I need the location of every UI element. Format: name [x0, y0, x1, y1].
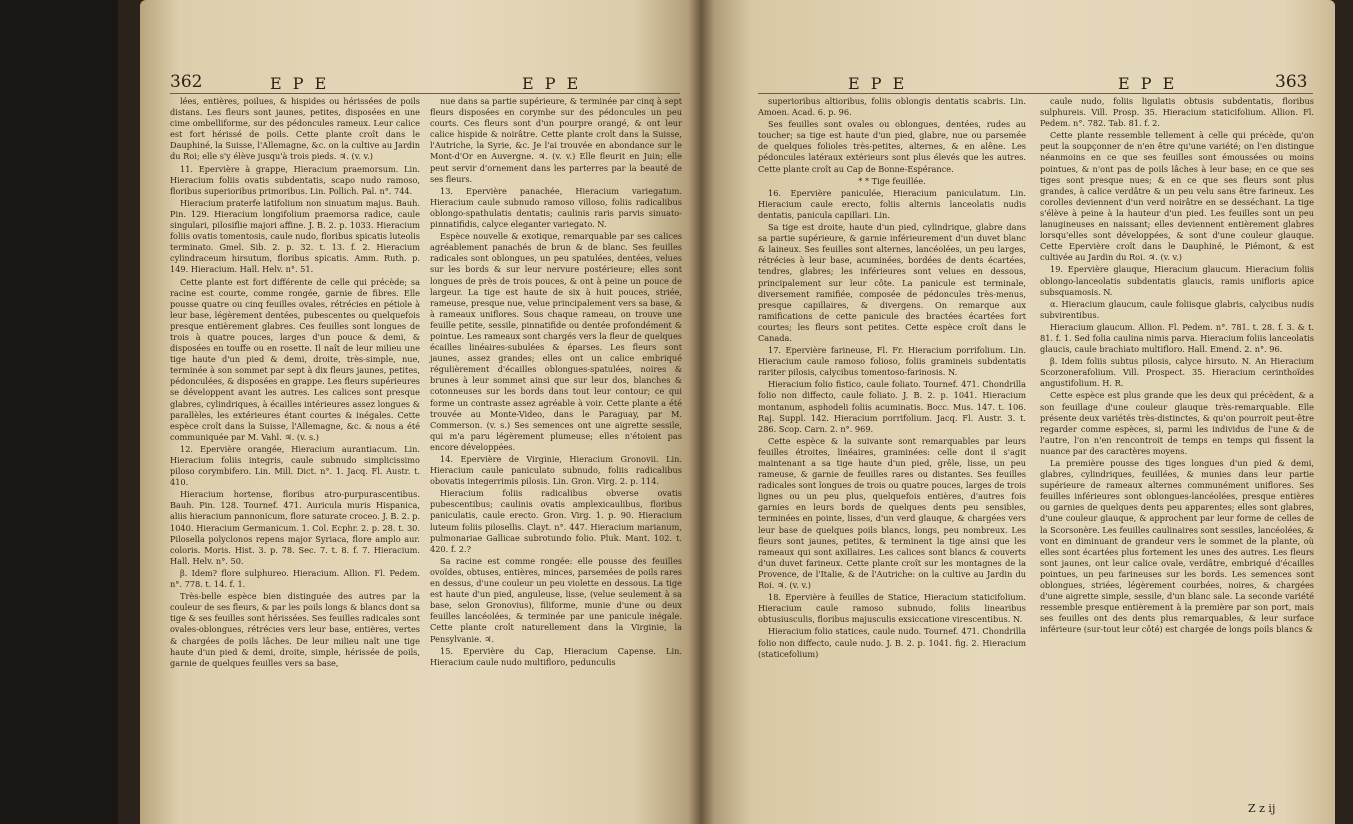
- paragraph: 19. Epervière glauque, Hieracium glaucum. Hieracium foliis oblongo-lanceolatis subdentatis glaucis, ramis unifloris apice subsquamosis. N.: [1040, 264, 1314, 297]
- paragraph: Hieracium hortense, floribus atro-purpurascentibus. Bauh. Pin. 128. Tournef. 471. Auricula muris Hispanica, aliis hieracium pannonicum, flore saturate croceo. J. B. 2. p. 1040. Hieracium Germanicum. 1. Col. Ecphr. 2. p. 28. t. 30. Pilosella polyclonos repens major Syriaca, flore amplo aur. coloris. Moris. Hist. 3. p. 78. Sec. 7. t. 8. f. 7. Hieracium. Hall. Helv. n°. 50.: [170, 489, 420, 566]
- paragraph: 14. Epervière de Virginie, Hieracium Gronovii. Lin. Hieracium caule paniculato subnudo, foliis radicalibus obovatis integerrimis pilosis. Lin. Gron. Virg. 2. p. 114.: [430, 454, 682, 487]
- paragraph: α. Hieracium glaucum, caule foliisque glabris, calycibus nudis subvirentibus.: [1040, 298, 1314, 320]
- paragraph: Cette plante ressemble tellement à celle qui précède, qu'on peut la soupçonner de n'en être qu'une variété; on l'en distingue néanmoins en ce que ses feuilles sont émoussées ou moins pointues, & n'ont pas de poils lâches à leur base; en ce que ses tiges sont presque nues; & en ce que ses fleurs sont plus grandes, à calice verdâtre & un peu velu sans être farineux. Les corolles deviennent d'un verd noirâtre en se desséchant. La tige s'élève à peine à la hauteur d'un pied. Les feuilles sont un peu lanugineuses en naissant; elles deviennent entièrement glabres lorsqu'elles sont développées, & sont d'une couleur glauque. Cette Epervière croît dans le Dauphiné, le Piémont, & est cultivée au Jardin du Roi. ♃. (v. v.): [1040, 130, 1314, 263]
- paragraph: β. Idem foliis subtus pilosis, calyce hirsuto. N. An Hieracium Scorzonerafolium. Vill. Prospect. 35. Hieracium cerinthoïdes angustifolium. H. R.: [1040, 356, 1314, 389]
- running-header-left-1: E P E: [270, 74, 330, 93]
- section-divider: * * Tige feuillée.: [858, 175, 926, 186]
- paragraph: 15. Epervière du Cap, Hieracium Capense. Lin. Hieracium caule nudo multifloro, pedunculis: [430, 645, 682, 667]
- paragraph: Hieracium folio fistico, caule foliato. Tournef. 471. Chondrilla folio non diffecto, caule foliato. J. B. 2. p. 1041. Hieracium montanum, asphodeli foliis acuminatis. Bocc. Mus. 147. t. 106. Raj. Suppl. 142. Hieracium porrifolium. Jacq. Fl. Austr. 3. t. 286. Scop. Carn. 2. n°. 969.: [758, 379, 1026, 434]
- right-page: [700, 0, 1335, 824]
- paragraph: Hieracium praterfe latifolium non sinuatum majus. Bauh. Pin. 129. Hieracium longifolium praemorsa radice, caule singulari, pilosiflie majori affine. J. B. 2. p. 1033. Hieracium foliis ovatis tomentosis, caule nudo, floribus spicatis luteolis terminato. Gmel. Sib. 2. p. 32. t. 13. f. 2. Hieracium cylindraceum hirsutum, floribus spicatis. Amm. Ruth. p. 149. Hieracium. Hall. Helv. n°. 51.: [170, 197, 420, 275]
- paragraph: 11. Epervière à grappe, Hieracium praemorsum. Lin. Hieracium foliis ovatis subdentatis, scapo nudo ramoso, floribus superioribus primoribus. Lin. Pollich. Pal. n°. 744.: [170, 163, 420, 196]
- right-page-column-1: [758, 96, 1026, 660]
- paragraph: caule nudo, foliis ligulatis obtusis subdentatis, floribus sulphureis. Vill. Prosp. 35. Hieracium staticifolium. Allion. Fl. Pedem. n°. 782. Tab. 81. f. 2.: [1040, 96, 1314, 129]
- page-number-right: 363: [1275, 72, 1308, 92]
- paragraph: Hieracium folio statices, caule nudo. Tournef. 471. Chondrilla folio non diffecto, caule nudo. J. B. 2. p. 1041. fig. 2. Hieracium (staticefolium): [758, 626, 1026, 659]
- header-rule-right: [758, 93, 1313, 94]
- paragraph: 16. Epervière paniculée, Hieracium paniculatum. Lin. Hieracium caule erecto, foliis alternis lanceolatis nudis dentatis, panicula capillari. Lin.: [758, 187, 1026, 220]
- left-page-column-1: [170, 96, 420, 669]
- open-book: [118, 0, 1353, 824]
- paragraph: lées, entières, poilues, & hispides ou hérissées de poils distans. Les fleurs sont jaunes, petites, disposées en une cime ombelliforme, sur des pédoncules rameux. Leur calice est fort hérissé de poils. Cette plante croît dans le Dauphiné, la Suisse, l'Allemagne, &c. on la cultive au Jardin du Roi; elle s'y élève jusqu'à trois pieds. ♃. (v. v.): [170, 96, 420, 162]
- left-page-column-2: [430, 96, 682, 668]
- paragraph: β. Idem? flore sulphureo. Hieracium. Allion. Fl. Pedem. n°. 778. t. 14. f. 1.: [170, 567, 420, 590]
- running-header-left-2: E P E: [522, 74, 582, 93]
- paragraph: 17. Epervière farineuse, Fl. Fr. Hieracium porrifolium. Lin. Hieracium caule ramoso folioso, foliis gramineis subdentatis rariter pilosis, calycibus tomentoso-farinosis. N.: [758, 345, 1026, 378]
- paragraph: nue dans sa partie supérieure, & terminée par cinq à sept fleurs disposées en corymbe sur des pédoncules un peu courts. Ces fleurs sont d'un pourpre orangé, & ont leur calice hispide & noirâtre. Cette plante croît dans la Suisse, l'Autriche, la Syrie, &c. Je l'ai trouvée en abondance sur le Mont-d'Or en Auvergne. ♃. (v. v.) Elle fleurit en Juin; elle peut servir d'ornement dans les parterres par la beauté de ses fleurs.: [430, 96, 682, 184]
- paragraph: Espèce nouvelle & exotique, remarquable par ses calices agréablement panachés de brun & de blanc. Ses feuilles radicales sont oblongues, un peu spatulées, dentées, velues sur les bords & sur leur nervure postérieure; elles sont longues de près de trois pouces, & ont à peine un pouce de largeur. La tige est haute de six à huit pouces, striée, rameuse, presque nue, velue principalement vers sa base, & à rameaux uniflores. Sous chaque rameau, on trouve une feuille petite, sessile, pinnatifide ou dentée profondément & pointue. Les rameaux sont chargés vers la fleur de quelques écailles linéaires-subulées & éparses. Les fleurs sont jaunes, assez grandes; elles ont un calice embriqué régulièrement d'écailles oblongues-spatulées, noires & brunes à leur sommet ainsi que sur leur dos, blanches & cotonneuses sur les bords dans tout leur contour; ce qui forme un contraste assez agréable à voir. Cette plante a été trouvée au Monte-Video, dans le Paraguay, par M. Commerson. (v. s.) Ses semences ont une aigrette sessile, qui m'a paru légèrement plumeuse; elles n'étoient pas encore développées.: [430, 231, 682, 452]
- paragraph: Sa racine est comme rongée: elle pousse des feuilles ovoïdes, obtuses, entières, minces, parsemées de poils rares en dessus, d'une couleur un peu violette en dessous. La tige est haute d'un pied, anguleuse, lisse, (velue seulement à sa base, selon Gronovius), filiforme, munie d'une ou deux feuilles lancéolées, & terminée par une panicule inégale. Cette plante croît naturellement dans la Virginie, la Pensylvanie. ♃.: [430, 555, 682, 644]
- paragraph: Très-belle espèce bien distinguée des autres par la couleur de ses fleurs, & par les poils longs & blancs dont sa tige & ses feuilles sont hérissées. Ses feuilles radicales sont ovales-oblongues, rétrécies vers leur base, entières, vertes & chargées de poils lâches. De leur milieu naît une tige haute d'un pied & demi, droite, simple, hérissée de poils, garnie de quelques feuilles vers sa base,: [170, 591, 420, 668]
- paragraph: 12. Epervière orangée, Hieracium aurantiacum. Lin. Hieracium foliis integris, caule subnudo simplicissimo piloso corymbifero. Lin. Mill. Dict. n°. 1. Jacq. Fl. Austr. t. 410.: [170, 443, 420, 488]
- book-gutter: [688, 0, 714, 824]
- paragraph: 13. Epervière panachée, Hieracium variegatum. Hieracium caule subnudo ramoso villoso, foliis radicalibus oblongo-spathulatis dentatis; caulinis raris parvis sinuato-pinnatifidis, calyce eleganter variegato. N.: [430, 185, 682, 230]
- paragraph: La première pousse des tiges longues d'un pied & demi, glabres, cylindriques, feuillées, & munies dans leur partie supérieure de rameaux alternes communément uniflores. Ses feuilles inférieures sont oblongues-lancéolées, presque entières ou garnies de quelques dents peu apparentes; elles sont glabres, d'une couleur glauque, & approchent par leur forme de celles de la Scorsonère. Les feuilles caulinaires sont sessiles, lancéolées, & vont en diminuant de grandeur vers le sommet de la plante, où elles sont écartées plus fortement les unes des autres. Les fleurs sont jaunes, ont leur calice ovale, verdâtre, embriqué d'écailles pointues, un peu farineuses sur les bords. Les semences sont oblongues, striées, légèrement courbées, noires, & chargées d'une aigrette simple, sessile, d'un blanc sale. La seconde variété ressemble presque entièrement à la première par son port, mais ses feuilles ont des dents plus remarquables, & leur surface inférieure (sur-tout leur côté) est chargée de longs poils blancs &: [1040, 458, 1314, 635]
- paragraph: Sa tige est droite, haute d'un pied, cylindrique, glabre dans sa partie supérieure, & garnie inférieurement d'un duvet blanc & laineux. Ses feuilles sont alternes, lancéolées, un peu larges, rétrécies à leur base, acuminées, bordées de dents écartées, tendres, glabres; les inférieures sont velues en dessous, principalement sur leur côte. La panicule est terminale, diversement ramifiée, composée de pédoncules très-menus, presque capillaires, & divergens. On remarque aux ramifications de cette panicule des bractées écartées fort courtes; les fleurs sont petites. Cette espèce croît dans le Canada.: [758, 222, 1026, 343]
- running-header-right-2: E P E: [1118, 74, 1178, 93]
- running-header-right-1: E P E: [848, 74, 908, 93]
- paragraph: Ses feuilles sont ovales ou oblongues, dentées, rudes au toucher; sa tige est haute d'un pied, glabre, nue ou parsemée de quelques folioles très-petites, alternes, & en alêne. Les pédoncules latéraux extérieurs sont plus élevés que les autres. Cette plante croît au Cap de Bonne-Espérance.: [758, 119, 1026, 174]
- signature-mark: Z z ij: [1248, 802, 1276, 815]
- paragraph: 18. Epervière à feuilles de Statice, Hieracium staticifolium. Hieracium caule ramoso subnudo, foliis linearibus obtusiusculis, floribus majusculis exsiccatione virescentibus. N.: [758, 592, 1026, 625]
- paragraph: Hieracium glaucum. Allion. Fl. Pedem. n°. 781. t. 28. f. 3. & t. 81. f. 1. Sed folia caulina nimis parva. Hieracium foliis lanceolatis glaucis, caule brachiato multifloro. Hall. Emend. 2. n°. 96.: [1040, 321, 1314, 355]
- page-number-left: 362: [170, 72, 203, 92]
- paragraph: Cette espèce & la suivante sont remarquables par leurs feuilles étroites, linéaires, graminées: celle dont il s'agit maintenant a sa tige haute d'un pied, grêle, lisse, un peu rameuse, & garnie de feuilles rares ou distantes. Ses feuilles radicales sont longues de trois ou quatre pouces, larges de trois lignes ou un peu plus, quelquefois entières, d'autres fois garnies en leurs bords de quelques dents peu sensibles, terminées en pointe, lisses, d'un verd glauque, & chargées vers leur base de quelques poils blancs, longs, peu nombreux. Les fleurs sont jaunes, petites, & terminent la tige ainsi que les rameaux qui sont axillaires. Les calices sont blancs & couverts d'un duvet farineux. Cette plante croît sur les montagnes de la Provence, de l'Italie, & de l'Autriche: on la cultive au Jardin du Roi. ♃. (v. v.): [758, 435, 1026, 591]
- header-rule-left: [170, 93, 680, 94]
- paragraph: Cette plante est fort différente de celle qui précède; sa racine est courte, comme rongée, garnie de fibres. Elle pousse quatre ou cinq feuilles ovales, rétrécies en pétiole à leur base, légèrement dentées, pubescentes ou quelquefois presque entièrement glabres. Ces feuilles sont longues de trois à quatre pouces, larges d'un pouce & demi, & disposées en touffe ou en rosette. Il naît de leur milieu une tige haute d'un pied & demi, droite, très-simple, nue, terminée à son sommet par sept à dix fleurs jaunes, petites, pédonculées, & disposées en grappe. Les fleurs supérieures se développent avant les autres. Les calices sont presque glabres, cylindriques, à écailles intérieures assez longues & parallèles, les extérieures étant courtes & inégales. Cette espèce croît dans la Suisse, l'Allemagne, &c. & nous a été communiquée par M. Vahl. ♃. (v. s.): [170, 276, 420, 442]
- left-page: [140, 0, 700, 824]
- paragraph: Hieracium foliis radicalibus obverse ovatis pubescentibus; caulinis ovatis amplexicaulibus, floribus paniculatis, caule erecto. Gron. Virg. 1. p. 90. Hieracium luteum foliis pilosellis. Clayt. n°. 447. Hieracium marianum, pulmonariae Gallicae subrotundo folio. Pluk. Mant. 102. t. 420. f. 2.?: [430, 488, 682, 554]
- paragraph: superioribus altioribus, foliis oblongis dentatis scabris. Lin. Amoen. Acad. 6. p. 96.: [758, 96, 1026, 118]
- paragraph: Cette espèce est plus grande que les deux qui précèdent, & a son feuillage d'une couleur glauque très-remarquable. Elle présente deux variétés très-distinctes, & qu'on pourroit peut-être regarder comme espèces, si, parmi les individus de l'une & de l'autre, l'on n'en rencontroit de temps en temps qui fissent la nuance par des caractères moyens.: [1040, 390, 1314, 456]
- right-page-column-2: [1040, 96, 1314, 636]
